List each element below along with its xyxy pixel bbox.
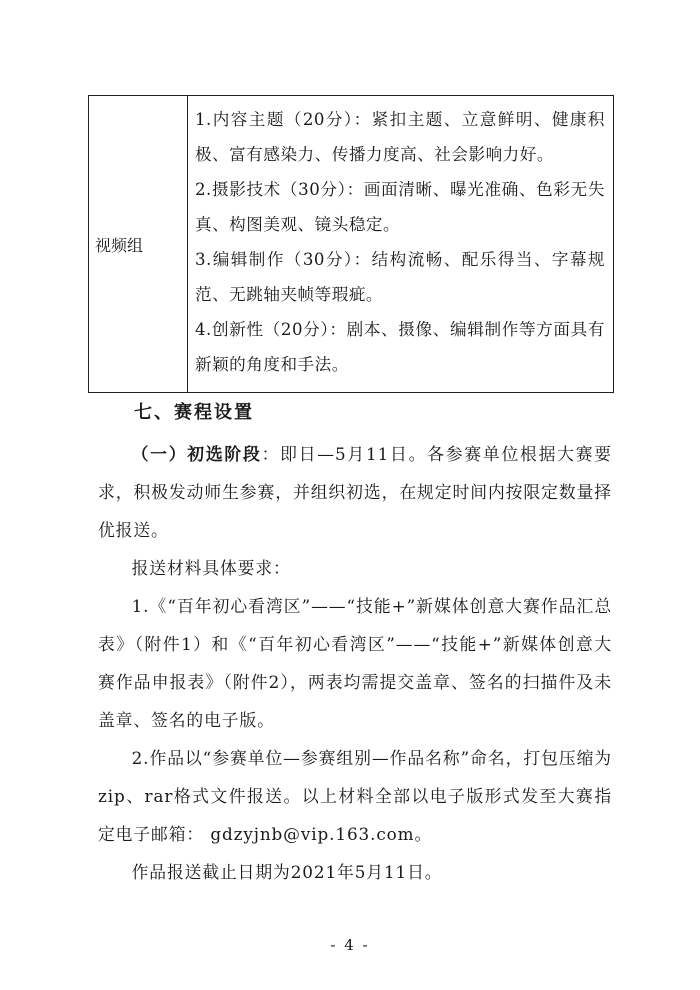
materials-item-2: 2.作品以“参赛单位—参赛组别—作品名称”命名，打包压缩为zip、rar格式文件报送。以上材料全部以电子版形式发至大赛指定电子邮箱： gdzyjnb@vip.163.com。 [98,748,612,844]
criteria-item-photography: 2.摄影技术（30分）：画面清晰、曝光准确、色彩无失真、构图美观、镜头稳定。 [195,180,605,234]
criteria-item-innovation: 4.创新性（20分）：剧本、摄像、编辑制作等方面具有新颖的角度和手法。 [195,320,605,374]
stage-text: ：即日—5月11日。各参赛单位根据大赛要求，积极发动师生参赛，并组织初选，在规定时间内按限定数量择优报送。 [98,444,612,540]
group-cell: 视频组 [89,96,188,393]
table-row [89,96,614,393]
page-number: - 4 - [330,936,370,954]
criteria-cell [188,96,614,393]
criteria-table [88,95,614,393]
section-heading: 七、赛程设置 [134,402,254,423]
criteria-item-content: 1.内容主题（20分）：紧扣主题、立意鲜明、健康积极、富有感染力、传播力度高、社会影响力好。 [195,110,605,164]
stage-paragraph [98,435,612,549]
criteria-item-editing: 3.编辑制作（30分）：结构流畅、配乐得当、字幕规范、无跳轴夹帧等瑕疵。 [195,250,605,304]
materials-item-1: 1.《“百年初心看湾区”——“技能+”新媒体创意大赛作品汇总表》（附件1）和《“百年初心看湾区”——“技能+”新媒体创意大赛作品申报表》（附件2），两表均需提交盖章、签名的扫描件及未盖章、签名的电子版。 [98,596,612,730]
deadline-paragraph: 作品报送截止日期为2021年5月11日。 [131,862,443,882]
stage-label: （一）初选阶段 [131,444,262,464]
materials-intro: 报送材料具体要求： [131,558,291,578]
